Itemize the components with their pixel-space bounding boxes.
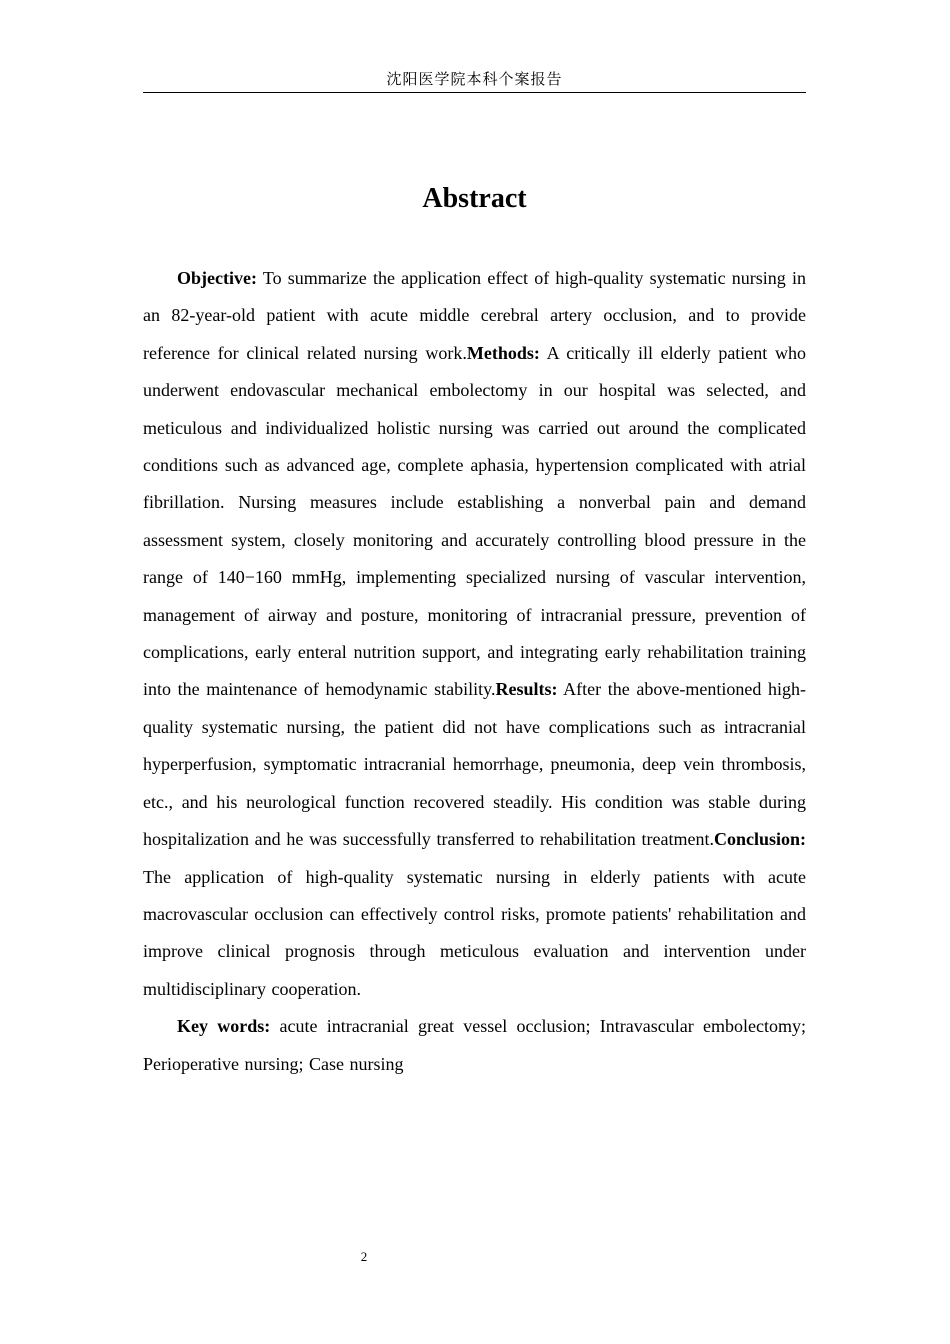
conclusion-text: The application of high-quality systematic nursing in elderly patients with acute macrovascular occlusion can effectively control risks, promote patients' rehabilitation and improve clinical prognosis through meticulous evaluation and intervention under multidisciplinary cooperation.	[143, 866, 806, 999]
keywords-label: Key words:	[177, 1016, 271, 1037]
conclusion-label: Conclusion:	[713, 829, 806, 850]
page-header	[143, 68, 806, 93]
abstract-paragraph	[143, 260, 806, 1008]
page-number: 2	[360, 1249, 368, 1264]
objective-text: To summarize the application effect of high-quality systematic nursing in an 82-year-old patient with acute middle cerebral artery occlusion, and to provide reference for clinical related nursing work.	[143, 268, 806, 363]
keywords-paragraph	[143, 1008, 806, 1083]
results-text: After the above-mentioned high-quality systematic nursing, the patient did not have complications such as intracranial hyperperfusion, symptomatic intracranial hemorrhage, pneumonia, deep vein thrombosis, etc., and his neurological function recovered steadily. His condition was stable during hospitalization and he was successfully transferred to rehabilitation treatment.	[143, 679, 806, 850]
methods-text: A critically ill elderly patient who underwent endovascular mechanical embolectomy in our hospital was selected, and meticulous and individualized holistic nursing was carried out around the complicated conditions such as advanced age, complete aphasia, hypertension complicated with atrial fibrillation. Nursing measures include establishing a nonverbal pain and demand assessment system, closely monitoring and accurately controlling blood pressure in the range of 140−160 mmHg, implementing specialized nursing of vascular intervention, management of airway and posture, monitoring of intracranial pressure, prevention of complications, early enteral nutrition support, and integrating early rehabilitation training into the maintenance of hemodynamic stability.	[143, 342, 806, 700]
keywords-text: acute intracranial great vessel occlusion; Intravascular embolectomy; Perioperative nursing; Case nursing	[143, 1016, 806, 1074]
results-label: Results:	[495, 679, 558, 700]
header-title: 沈阳医学院本科个案报告	[386, 70, 563, 88]
objective-label: Objective:	[177, 268, 257, 288]
abstract-body	[143, 260, 806, 1083]
page-title: Abstract	[422, 183, 527, 214]
methods-label: Methods:	[466, 342, 540, 363]
